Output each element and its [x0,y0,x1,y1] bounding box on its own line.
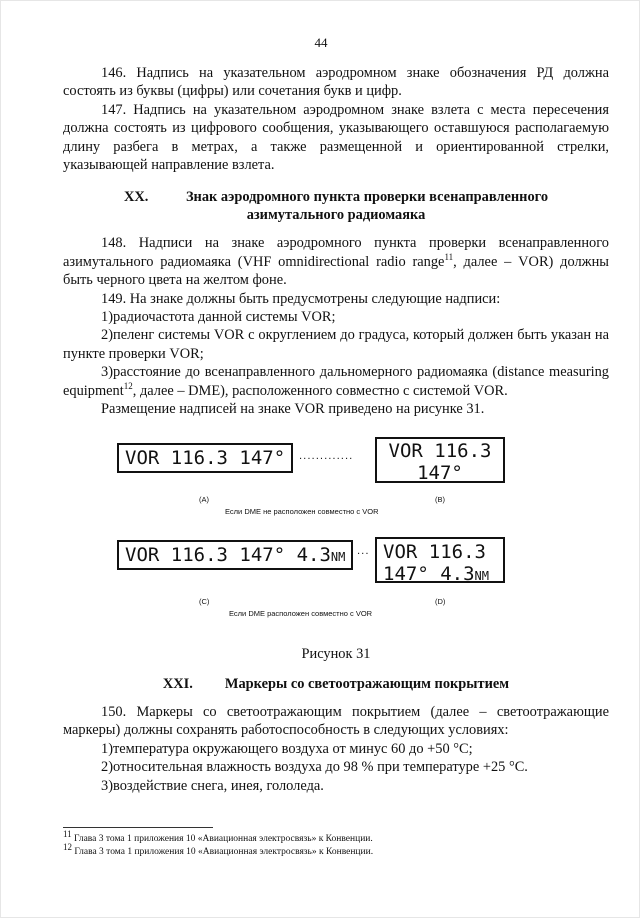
label-d: (D) [435,596,446,606]
list-item [63,740,609,758]
footnote-number: 11 [63,829,72,839]
sign-d [375,537,505,583]
footnote-11 [63,829,373,845]
sign-c [117,540,353,570]
list-number: 3) [101,364,113,381]
paragraph-147: 147. Надпись на указательном аэродромном знаке взлета с места пересечения должна состоять из цифрового сообщения, указывающего оставшуюся располагаемую длину разбега в метрах, а также размещенной и ориентированной стрелки, указывающей направление взлета. [63,101,609,174]
page-number: 44 [314,35,328,50]
list-text: относительная влажность воздуха до 98 % при температуре +25 °С. [113,759,528,776]
sign-a: VOR 116.3 147° [117,443,293,473]
sign-d-line2-text: 147° 4.3 [383,562,475,585]
list-number: 2) [101,327,113,344]
paragraph-150: 150. Маркеры со светоотражающим покрытием (далее – светоотражающие маркеры) должны сохранять работоспособность в следующих условиях: [63,703,609,739]
figure-reference: Размещение надписей на знаке VOR приведено на рисунке 31. [101,401,485,418]
footnote-ref-11: 11 [444,252,454,263]
label-a: (A) [199,494,209,504]
sign-d-line2 [383,563,497,587]
note-dme-colocated: Если DME расположен совместно с VOR [229,608,373,618]
paragraph-149: 149. На знаке должны быть предусмотрены следующие надписи: [101,290,501,307]
list-item [63,363,609,400]
label-c: (C) [199,596,210,606]
section-xx-title-line2: азимутального радиомаяка [246,207,426,224]
list-text: воздействие снега, инея, гололеда. [113,777,324,794]
sign-c-unit: NM [330,549,346,564]
section-xx-title-line1: Знак аэродромного пункта проверки всенаправленного [185,189,549,206]
section-xx-number: XX. [123,189,149,206]
list-text: расстояние до всенаправленного дальномерного радиомаяка (distance measuring equipment [63,364,609,399]
list-item [63,758,609,776]
sign-b [375,437,505,483]
list-text: температура окружающего воздуха от минус 60 до +50 °С; [113,740,473,757]
list-number: 1) [101,740,113,757]
footnote-separator [63,827,213,828]
footnote-number: 12 [63,842,72,852]
footnote-ref-12: 12 [123,380,133,391]
list-number: 1) [101,309,113,326]
paragraph-148-text-end: , далее – VOR) должны быть черного цвета на желтом фоне. [63,253,609,289]
note-dme-not-colocated: Если DME не расположен совместно с VOR [225,506,379,516]
list-item [63,777,609,795]
sign-b-line2: 147° [417,461,463,484]
sign-d-unit: NM [474,568,489,583]
figure-31 [63,429,609,643]
list-item [63,308,609,326]
list-text-end: , далее – DME), расположенного совместно с системой VOR. [132,382,508,399]
paragraph-146: 146. Надпись на указательном аэродромном знаке обозначения РД должна состоять из буквы (цифры) или сочетания букв и цифр. [63,65,609,100]
section-xxi-title: Маркеры со светоотражающим покрытием [224,675,510,692]
section-xx-heading [63,188,609,224]
footnote-text: Глава 3 тома 1 приложения 10 «Авиационная электросвязь» к Конвенции. [74,834,373,845]
paragraph-148 [63,234,609,289]
footnote-12 [63,842,374,858]
dots-cd: ··· [357,548,370,560]
section-xxi-heading [63,675,609,693]
list-number: 3) [101,777,113,794]
page-body [63,64,609,795]
sign-b-line1: VOR 116.3 [388,439,492,462]
footnote-text: Глава 3 тома 1 приложения 10 «Авиационная электросвязь» к Конвенции. [74,847,374,858]
dots-ab: ············· [299,453,354,465]
list-item [63,326,609,363]
sign-c-text: VOR 116.3 147° 4.3 [125,543,331,566]
list-number: 2) [101,759,113,776]
sign-d-line1: VOR 116.3 [383,540,486,563]
label-b: (B) [435,494,445,504]
list-text: пеленг системы VOR с округлением до градуса, который должен быть указан на пункте проверки VOR; [63,327,609,362]
section-xxi-number: XXI. [162,675,193,692]
figure-caption: Рисунок 31 [301,645,371,662]
list-text: радиочастота данной системы VOR; [113,309,336,326]
paragraph-148-text: 148. Надписи на знаке аэродромного пункта проверки всенаправленного азимутального радиомаяка (VHF omnidirectional radio range [63,235,609,270]
